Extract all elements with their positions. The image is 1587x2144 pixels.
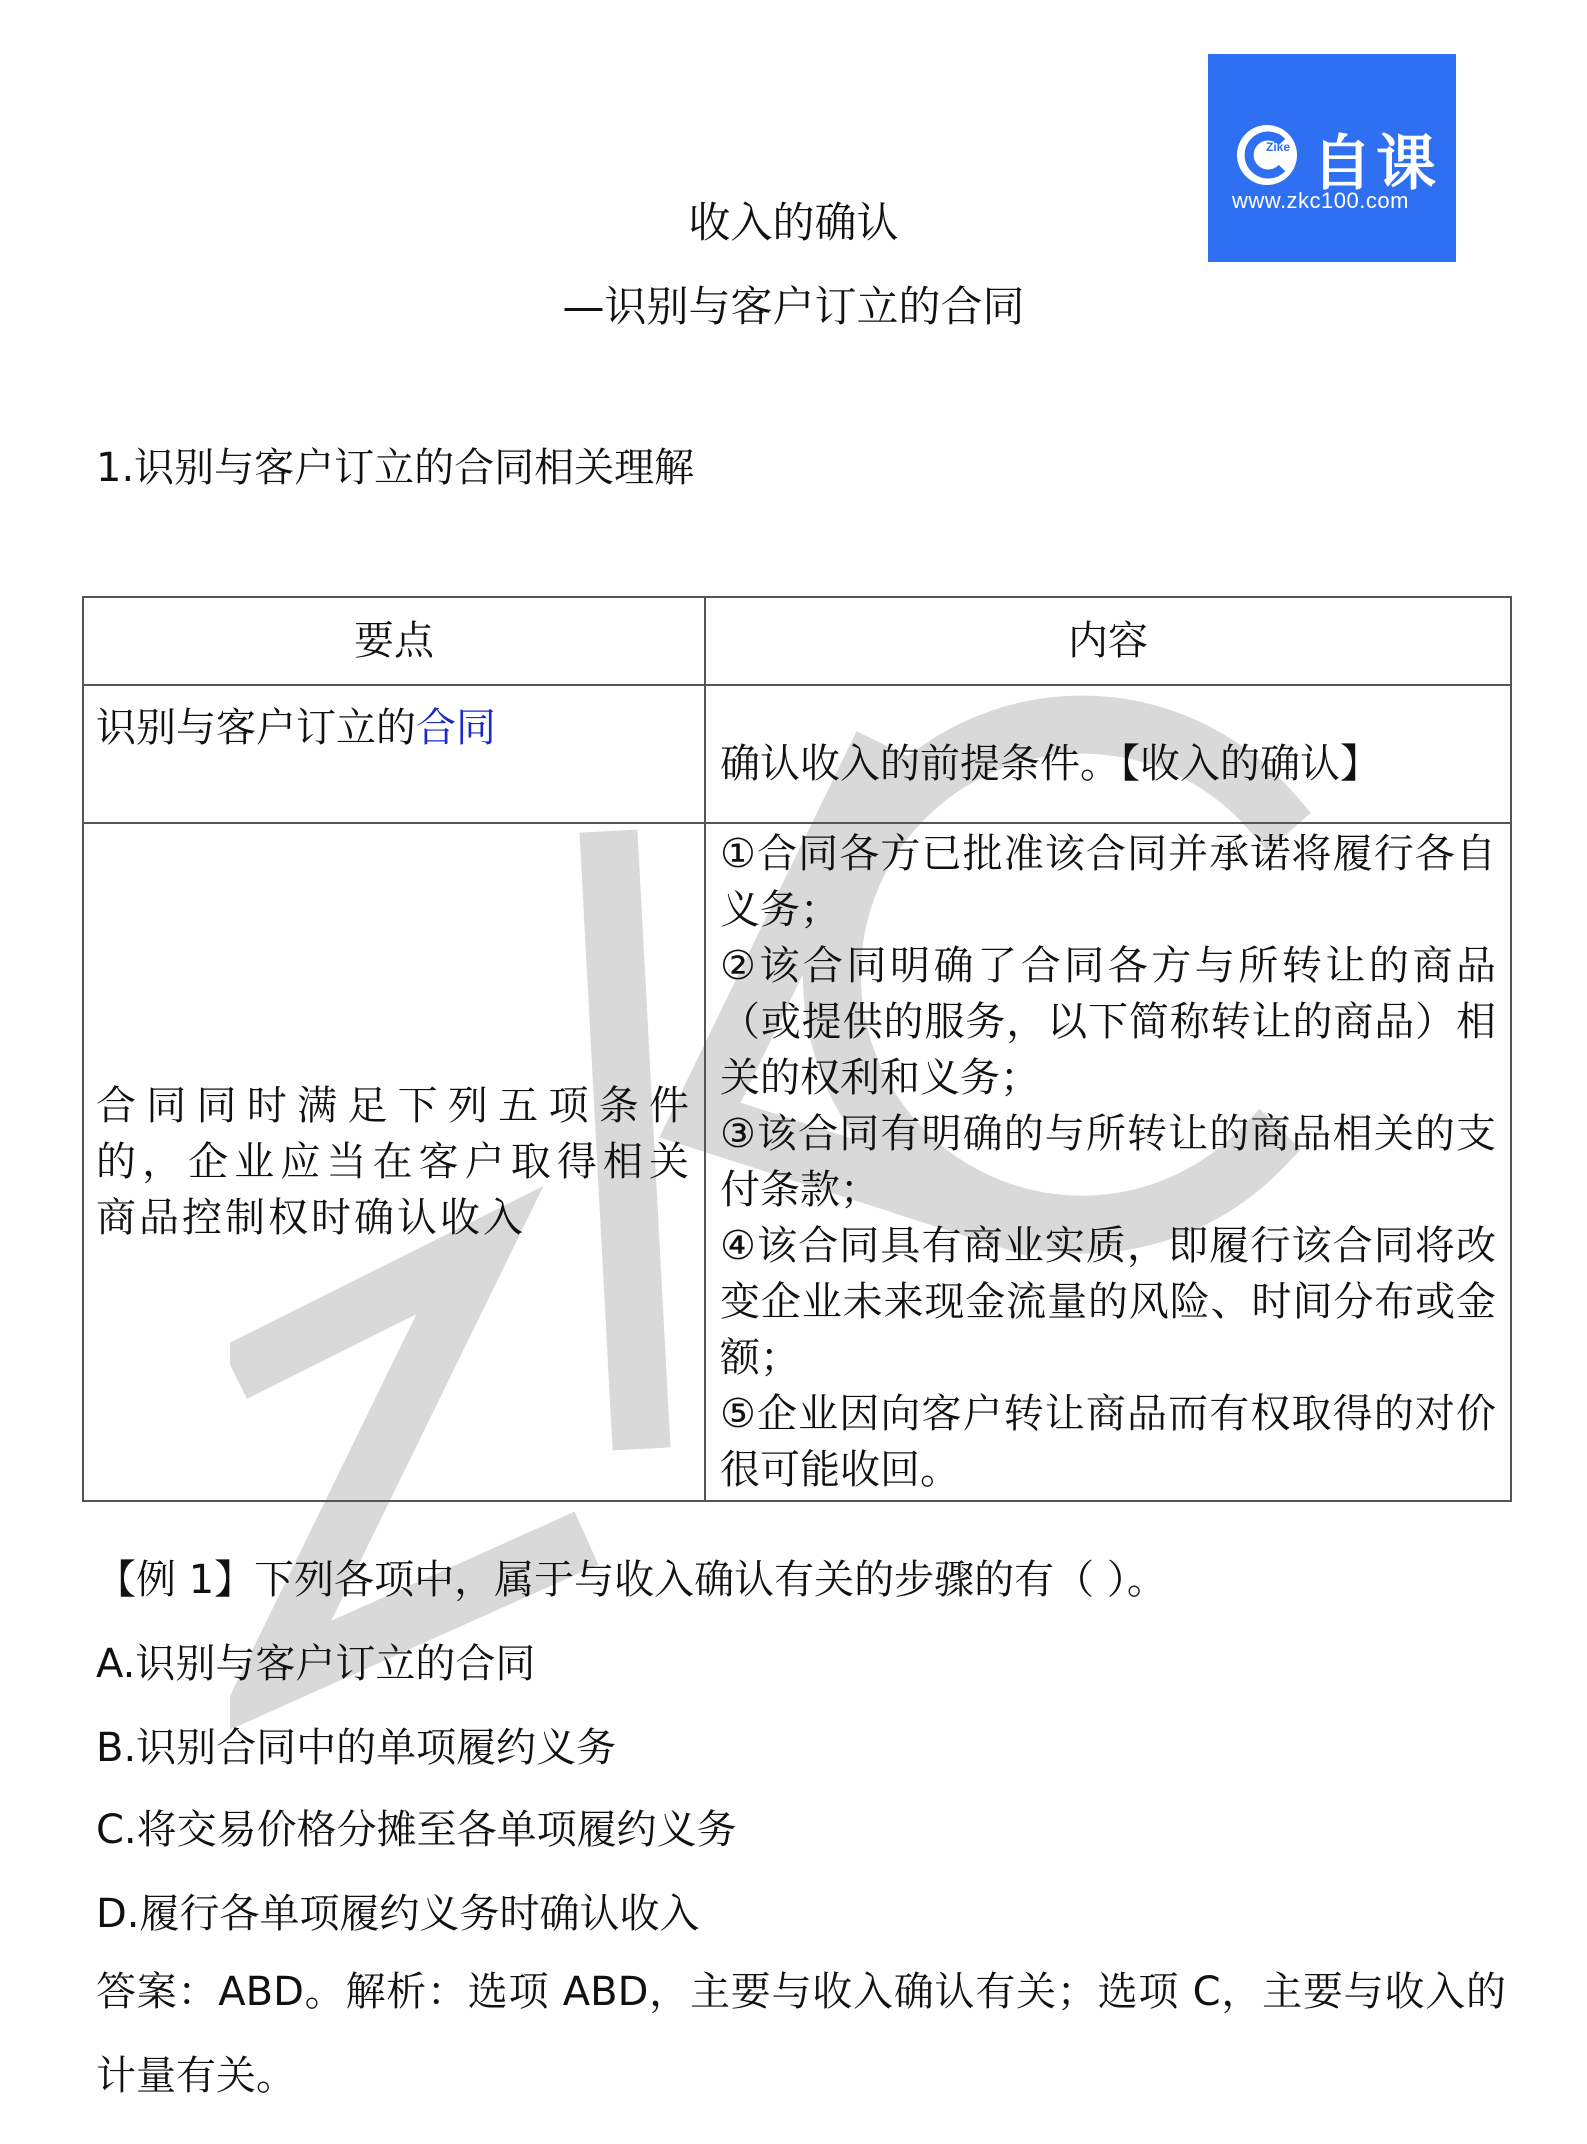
answer-explanation: 答案：ABD。解析：选项 ABD，主要与收入确认有关；选项 C，主要与收入的计量有关。 bbox=[96, 1969, 1506, 2099]
logo-mark-text: Zike bbox=[1266, 140, 1291, 154]
zkc-c-mark-icon bbox=[1236, 124, 1298, 186]
logo-url: www.zkc100.com bbox=[1232, 188, 1409, 213]
option-b: B.识别合同中的单项履约义务 bbox=[96, 1725, 617, 1771]
table-header-row bbox=[83, 597, 1511, 685]
table-row bbox=[83, 823, 1511, 1501]
key-point-cell: 合同同时满足下列五项条件的，企业应当在客户取得相关商品控制权时确认收入 bbox=[83, 823, 705, 1501]
condition-item: ⑤企业因向客户转让商品而有权取得的对价很可能收回。 bbox=[720, 1391, 1496, 1493]
key-point-cell bbox=[83, 685, 705, 823]
contract-link[interactable]: 合同 bbox=[416, 705, 496, 751]
key-points-table bbox=[82, 596, 1512, 1502]
option-a: A.识别与客户订立的合同 bbox=[96, 1641, 536, 1687]
table-row bbox=[83, 685, 1511, 823]
logo-brand: 自课 bbox=[1312, 129, 1440, 199]
section-heading: 1.识别与客户订立的合同相关理解 bbox=[96, 445, 695, 491]
page-subtitle: —识别与客户订立的合同 bbox=[562, 282, 1025, 331]
example-question: 【例 1】下列各项中，属于与收入确认有关的步骤的有（ ）。 bbox=[96, 1557, 1167, 1603]
condition-item: ①合同各方已批准该合同并承诺将履行各自义务； bbox=[720, 831, 1496, 933]
option-d: D.履行各单项履约义务时确认收入 bbox=[96, 1891, 700, 1937]
conditions-cell bbox=[705, 823, 1511, 1501]
option-c: C.将交易价格分摊至各单项履约义务 bbox=[96, 1807, 737, 1853]
header-content: 内容 bbox=[705, 597, 1511, 685]
header-key-point: 要点 bbox=[83, 597, 705, 685]
key-point-text: 识别与客户订立的 bbox=[96, 705, 416, 751]
content-cell: 确认收入的前提条件。【收入的确认】 bbox=[705, 685, 1511, 823]
page-title: 收入的确认 bbox=[688, 198, 899, 247]
condition-item: ②该合同明确了合同各方与所转让的商品（或提供的服务，以下简称转让的商品）相关的权利和义务； bbox=[720, 943, 1496, 1101]
condition-item: ③该合同有明确的与所转让的商品相关的支付条款； bbox=[720, 1111, 1496, 1213]
condition-item: ④该合同具有商业实质，即履行该合同将改变企业未来现金流量的风险、时间分布或金额； bbox=[720, 1223, 1496, 1381]
